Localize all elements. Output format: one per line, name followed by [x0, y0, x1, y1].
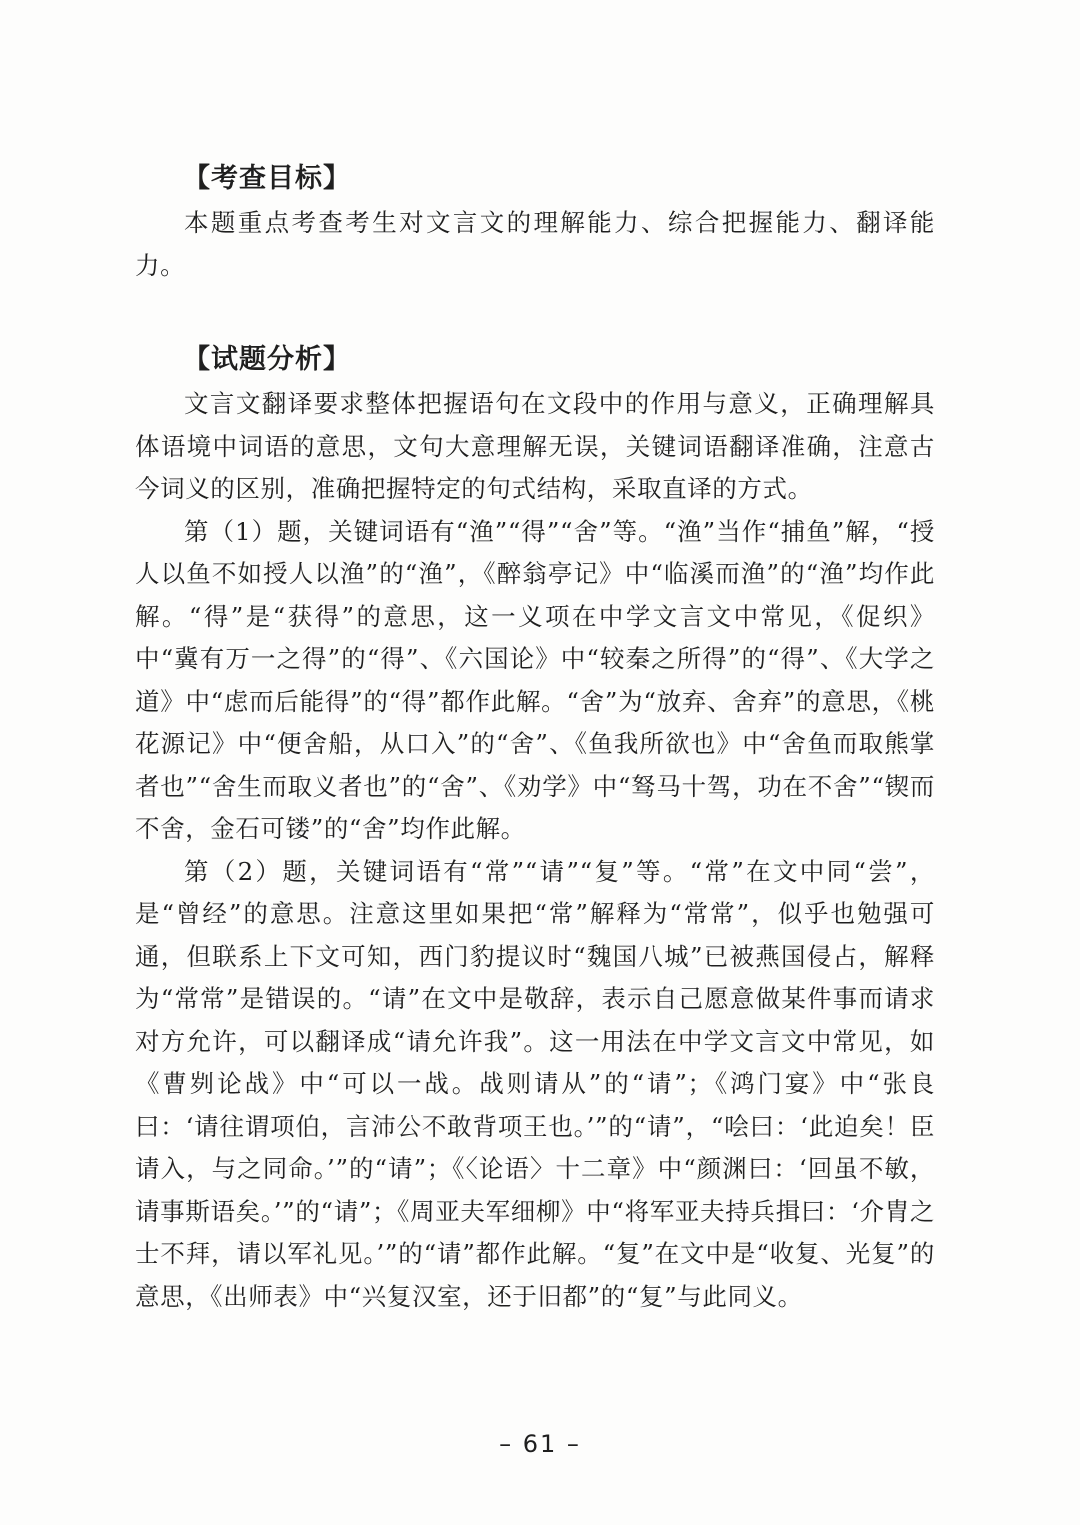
objective-paragraph: 本题重点考查考生对文言文的理解能力、综合把握能力、翻译能力。	[135, 208, 935, 280]
analysis-paragraph-intro: 文言文翻译要求整体把握语句在文段中的作用与意义，正确理解具体语境中词语的意思，文句大意理解无误，关键词语翻译准确，注意古今词义的区别，准确把握特定的句式结构，采取直译的方式。	[135, 389, 935, 503]
page-content	[135, 158, 935, 1318]
section-heading-objective: 【考查目标】	[183, 163, 351, 194]
section-heading-analysis: 【试题分析】	[183, 344, 351, 375]
section-spacer	[135, 287, 935, 339]
analysis-paragraph-question-1: 第（1）题，关键词语有“渔”“得”“舍”等。“渔”当作“捕鱼”解，“授人以鱼不如授人以渔”的“渔”，《醉翁亭记》中“临溪而渔”的“渔”均作此解。“得”是“获得”的意思，这一义项在中学文言文中常见，《促织》中“冀有万一之得”的“得”、《六国论》中“较秦之所得”的“得”、《大学之道》中“虑而后能得”的“得”都作此解。“舍”为“放弃、舍弃”的意思，《桃花源记》中“便舍船，从口入”的“舍”、《鱼我所欲也》中“舍鱼而取熊掌者也”“舍生而取义者也”的“舍”、《劝学》中“驽马十驾，功在不舍”“锲而不舍，金石可镂”的“舍”均作此解。	[135, 516, 935, 843]
section-objective	[135, 158, 935, 287]
analysis-paragraph-question-2: 第（2）题，关键词语有“常”“请”“复”等。“常”在文中同“尝”，是“曾经”的意思。注意这里如果把“常”解释为“常常”，似乎也勉强可通，但联系上下文可知，西门豹提议时“魏国八城”已被燕国侵占，解释为“常常”是错误的。“请”在文中是敬辞，表示自己愿意做某件事而请求对方允许，可以翻译成“请允许我”。这一用法在中学文言文中常见，如《曹刿论战》中“可以一战。战则请从”的“请”；《鸿门宴》中“张良曰：‘请往谓项伯，言沛公不敢背项王也。’”的“请”，“哙曰：‘此迫矣！臣请入，与之同命。’”的“请”；《〈论语〉十二章》中“颜渊曰：‘回虽不敏，请事斯语矣。’”的“请”；《周亚夫军细柳》中“将军亚夫持兵揖曰：‘介胄之士不拜，请以军礼见。’”的“请”都作此解。“复”在文中是“收复、光复”的意思，《出师表》中“兴复汉室，还于旧都”的“复”与此同义。	[135, 856, 935, 1311]
page-number: – 61 –	[499, 1430, 581, 1458]
section-analysis	[135, 339, 935, 1318]
